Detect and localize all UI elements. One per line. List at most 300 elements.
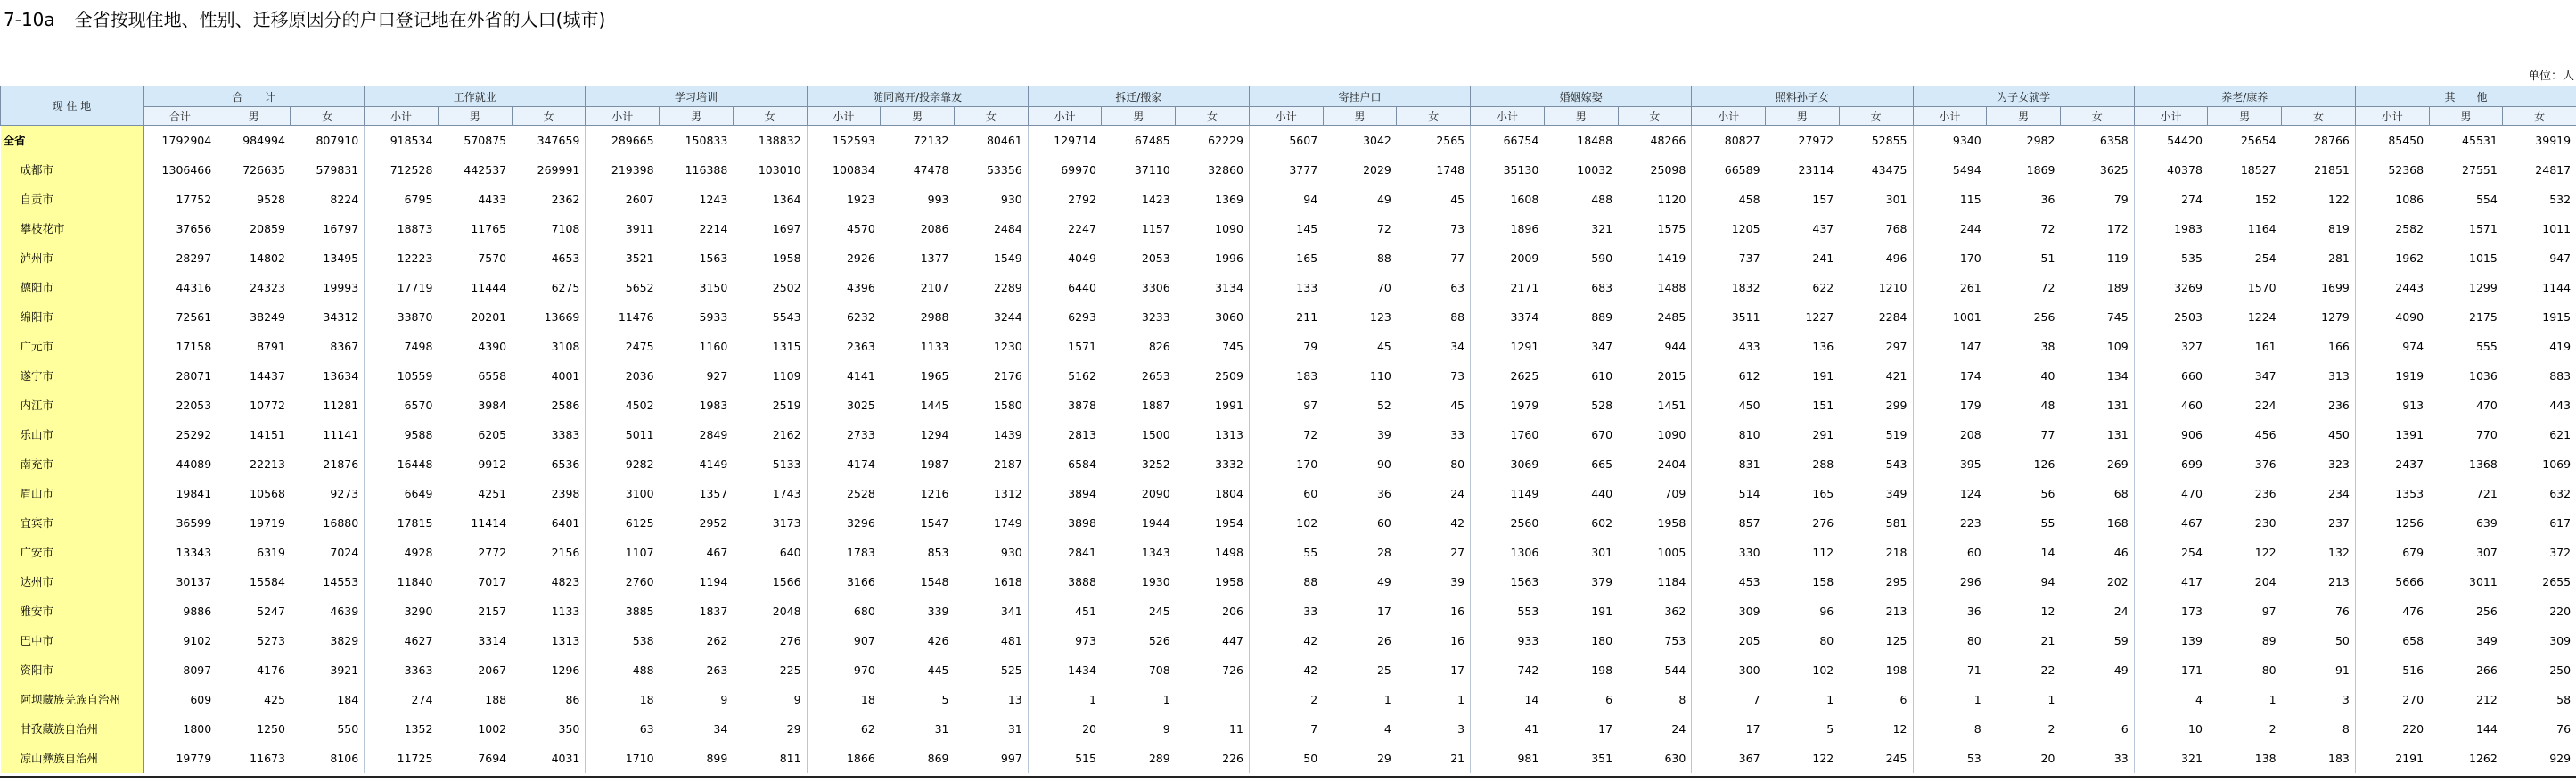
data-cell: 609 xyxy=(190,692,212,706)
data-cell: 6 xyxy=(2060,714,2134,744)
data-cell: 467 xyxy=(706,545,728,559)
data-cell: 442537 xyxy=(464,162,507,177)
data-cell: 6795 xyxy=(404,192,433,206)
data-cell: 610 xyxy=(1591,368,1613,383)
subcolumn-header: 女 xyxy=(1618,107,1692,126)
region-name: 凉山彝族自治州 xyxy=(1,744,144,773)
data-cell: 218 xyxy=(1839,538,1913,567)
subcolumn-header: 男 xyxy=(2429,107,2503,126)
data-cell: 460 xyxy=(2181,398,2203,412)
data-cell: 2176 xyxy=(955,361,1029,391)
data-cell xyxy=(2060,685,2134,714)
data-cell: 1792904 xyxy=(161,133,212,147)
data-cell: 1760 xyxy=(1510,427,1539,441)
data-cell: 933 xyxy=(1517,633,1539,647)
data-cell: 198 xyxy=(1839,655,1913,685)
table-row xyxy=(1,243,2576,273)
data-cell: 768 xyxy=(1839,214,1913,243)
data-cell: 3025 xyxy=(846,398,875,412)
data-cell: 913 xyxy=(2402,398,2424,412)
data-cell: 3888 xyxy=(1068,574,1096,589)
data-cell: 69970 xyxy=(1061,162,1096,177)
data-cell: 36 xyxy=(2040,192,2055,206)
data-cell: 110 xyxy=(1370,368,1391,383)
data-cell: 274 xyxy=(2181,192,2203,206)
region-name: 南充市 xyxy=(1,449,144,479)
data-cell: 3108 xyxy=(512,332,586,361)
subcolumn-header: 女 xyxy=(1176,107,1250,126)
data-cell: 42 xyxy=(1303,663,1318,677)
data-cell: 183 xyxy=(2282,744,2356,773)
data-cell: 53356 xyxy=(955,155,1029,185)
data-cell: 40 xyxy=(2040,368,2055,383)
data-cell: 899 xyxy=(706,751,728,765)
data-cell: 36 xyxy=(1966,604,1981,618)
data-cell: 11 xyxy=(1176,714,1250,744)
data-cell: 5011 xyxy=(625,427,654,441)
data-cell: 1368 xyxy=(2469,457,2498,471)
data-cell: 451 xyxy=(1075,604,1096,618)
data-cell: 590 xyxy=(1591,251,1613,265)
data-cell: 14553 xyxy=(291,567,365,597)
data-cell: 72 xyxy=(1376,221,1391,235)
group-header: 婚姻嫁娶 xyxy=(1471,86,1692,107)
data-cell: 33 xyxy=(2060,744,2134,773)
data-cell: 17158 xyxy=(176,339,212,353)
data-cell: 170 xyxy=(1296,457,1318,471)
subcolumn-header: 小计 xyxy=(1471,107,1545,126)
subcolumn-header: 男 xyxy=(1766,107,1840,126)
data-cell: 17752 xyxy=(176,192,212,206)
data-cell: 19841 xyxy=(176,486,212,500)
data-cell: 112 xyxy=(1812,545,1834,559)
data-cell: 24 xyxy=(1397,479,1471,508)
data-cell: 2772 xyxy=(478,545,507,559)
data-cell: 234 xyxy=(2282,479,2356,508)
data-cell: 17815 xyxy=(397,515,433,530)
data-cell: 4090 xyxy=(2395,309,2424,324)
data-cell: 18488 xyxy=(1577,133,1613,147)
data-cell: 3166 xyxy=(846,574,875,589)
data-cell: 4 xyxy=(2195,692,2203,706)
data-cell: 49 xyxy=(1376,574,1391,589)
data-cell: 1548 xyxy=(920,574,949,589)
data-cell: 419 xyxy=(2503,332,2576,361)
data-cell: 301 xyxy=(1839,185,1913,214)
data-cell: 443 xyxy=(2503,391,2576,420)
data-cell: 2162 xyxy=(733,420,807,449)
subcolumn-header: 合计 xyxy=(144,107,217,126)
region-name: 成都市 xyxy=(1,155,144,185)
data-cell: 581 xyxy=(1839,508,1913,538)
data-cell: 1002 xyxy=(478,721,507,736)
data-cell: 3911 xyxy=(625,221,654,235)
table-row xyxy=(1,185,2576,214)
data-cell: 2586 xyxy=(512,391,586,420)
data-cell: 244 xyxy=(1959,221,1981,235)
data-cell: 1887 xyxy=(1141,398,1170,412)
data-cell: 211 xyxy=(1296,309,1318,324)
data-cell: 553 xyxy=(1517,604,1539,618)
region-name: 泸州市 xyxy=(1,243,144,273)
data-cell: 4627 xyxy=(404,633,433,647)
data-cell: 220 xyxy=(2503,597,2576,626)
data-cell: 5247 xyxy=(257,604,285,618)
data-cell: 811 xyxy=(733,744,807,773)
region-name: 全省 xyxy=(1,126,144,155)
data-cell: 1296 xyxy=(512,655,586,685)
region-name: 雅安市 xyxy=(1,597,144,626)
data-cell: 102 xyxy=(1296,515,1318,530)
data-cell: 14 xyxy=(1524,692,1539,706)
data-cell: 274 xyxy=(411,692,433,706)
data-cell: 63 xyxy=(1397,273,1471,302)
data-cell: 2443 xyxy=(2395,280,2424,294)
subcolumn-header: 女 xyxy=(1397,107,1471,126)
data-cell: 191 xyxy=(1812,368,1834,383)
data-cell: 425 xyxy=(264,692,285,706)
subcolumn-header: 小计 xyxy=(1913,107,1987,126)
data-cell: 296 xyxy=(1959,574,1981,589)
data-cell: 5543 xyxy=(733,302,807,332)
data-cell: 11444 xyxy=(471,280,507,294)
data-cell: 1 xyxy=(1973,692,1981,706)
data-cell: 188 xyxy=(485,692,507,706)
data-cell: 9588 xyxy=(404,427,433,441)
data-cell: 3885 xyxy=(625,604,654,618)
data-cell: 73 xyxy=(1397,214,1471,243)
data-cell: 973 xyxy=(1075,633,1096,647)
data-cell: 28 xyxy=(1376,545,1391,559)
data-cell: 1133 xyxy=(920,339,949,353)
data-cell: 810 xyxy=(1738,427,1760,441)
data-cell: 6293 xyxy=(1068,309,1096,324)
data-cell: 91 xyxy=(2282,655,2356,685)
data-cell: 24323 xyxy=(250,280,285,294)
data-cell: 226 xyxy=(1176,744,1250,773)
table-row xyxy=(1,655,2576,685)
data-cell: 100834 xyxy=(833,162,875,177)
data-cell: 11414 xyxy=(471,515,507,530)
data-cell: 136 xyxy=(1812,339,1834,353)
data-cell: 52855 xyxy=(1839,126,1913,155)
data-cell: 189 xyxy=(2060,273,2134,302)
data-cell: 984994 xyxy=(242,133,285,147)
data-cell: 145 xyxy=(1296,221,1318,235)
data-cell: 349 xyxy=(2475,633,2498,647)
data-cell: 32860 xyxy=(1176,155,1250,185)
data-cell: 80461 xyxy=(955,126,1029,155)
data-cell: 525 xyxy=(955,655,1029,685)
data-cell: 2157 xyxy=(478,604,507,618)
data-cell: 8224 xyxy=(291,185,365,214)
data-cell: 70 xyxy=(1376,280,1391,294)
data-cell: 4031 xyxy=(512,744,586,773)
table-row xyxy=(1,391,2576,420)
data-cell: 297 xyxy=(1839,332,1913,361)
data-cell: 2813 xyxy=(1068,427,1096,441)
data-cell: 9340 xyxy=(1952,133,1981,147)
data-cell: 27 xyxy=(1397,538,1471,567)
data-cell: 1451 xyxy=(1618,391,1692,420)
data-cell: 445 xyxy=(927,663,949,677)
group-header: 拆迁/搬家 xyxy=(1028,86,1249,107)
data-cell: 1439 xyxy=(955,420,1029,449)
data-cell: 1930 xyxy=(1141,574,1170,589)
data-cell: 712528 xyxy=(390,162,433,177)
data-cell: 14151 xyxy=(250,427,285,441)
subcolumn-header: 男 xyxy=(1987,107,2061,126)
data-cell: 24 xyxy=(2060,597,2134,626)
data-cell: 347659 xyxy=(512,126,586,155)
subcolumn-header: 男 xyxy=(660,107,734,126)
data-cell: 7 xyxy=(1310,721,1318,736)
data-cell: 20 xyxy=(2040,751,2055,765)
data-cell: 90 xyxy=(1376,457,1391,471)
data-table xyxy=(0,86,2576,773)
data-cell: 161 xyxy=(2254,339,2277,353)
data-cell: 3069 xyxy=(1510,457,1539,471)
data-cell: 857 xyxy=(1738,515,1760,530)
data-cell: 708 xyxy=(1148,663,1170,677)
data-cell: 516 xyxy=(2402,663,2424,677)
data-cell: 1991 xyxy=(1176,391,1250,420)
data-cell: 1313 xyxy=(1176,420,1250,449)
data-cell: 421 xyxy=(1839,361,1913,391)
data-cell: 80 xyxy=(1819,633,1834,647)
group-header: 合 计 xyxy=(144,86,365,107)
data-cell: 2841 xyxy=(1068,545,1096,559)
data-cell: 433 xyxy=(1738,339,1760,353)
data-cell: 250 xyxy=(2503,655,2576,685)
data-cell: 58 xyxy=(2503,685,2576,714)
data-cell: 17719 xyxy=(397,280,433,294)
data-cell: 515 xyxy=(1075,751,1096,765)
table-row xyxy=(1,302,2576,332)
data-cell: 68 xyxy=(2060,479,2134,508)
data-cell: 7 xyxy=(1752,692,1760,706)
data-cell: 28297 xyxy=(176,251,212,265)
data-cell: 29 xyxy=(733,714,807,744)
data-cell: 6570 xyxy=(404,398,433,412)
data-cell: 519 xyxy=(1839,420,1913,449)
data-cell: 119 xyxy=(2060,243,2134,273)
data-cell: 245 xyxy=(1148,604,1170,618)
data-cell: 2485 xyxy=(1618,302,1692,332)
data-cell: 1015 xyxy=(2469,251,2498,265)
data-cell: 5 xyxy=(941,692,949,706)
data-cell: 13 xyxy=(955,685,1029,714)
data-cell: 323 xyxy=(2282,449,2356,479)
data-cell: 55 xyxy=(2040,515,2055,530)
data-cell: 532 xyxy=(2503,185,2576,214)
data-cell: 869 xyxy=(927,751,949,765)
data-cell: 76 xyxy=(2503,714,2576,744)
data-cell: 3252 xyxy=(1141,457,1170,471)
data-cell: 14802 xyxy=(250,251,285,265)
data-cell: 220 xyxy=(2402,721,2424,736)
data-cell: 2792 xyxy=(1068,192,1096,206)
data-cell: 16797 xyxy=(291,214,365,243)
data-cell: 166 xyxy=(2282,332,2356,361)
data-cell: 7694 xyxy=(478,751,507,765)
data-cell: 1312 xyxy=(955,479,1029,508)
data-cell: 639 xyxy=(2475,515,2498,530)
table-row xyxy=(1,479,2576,508)
data-cell: 66589 xyxy=(1724,162,1760,177)
data-cell: 3894 xyxy=(1068,486,1096,500)
data-cell: 1164 xyxy=(2247,221,2277,235)
subcolumn-header: 女 xyxy=(1839,107,1913,126)
data-cell: 2437 xyxy=(2395,457,2424,471)
data-cell: 16 xyxy=(1397,597,1471,626)
data-cell: 1315 xyxy=(733,332,807,361)
table-row xyxy=(1,420,2576,449)
data-cell: 1250 xyxy=(257,721,285,736)
data-cell: 3269 xyxy=(2174,280,2203,294)
data-cell: 266 xyxy=(2475,663,2498,677)
data-cell: 6536 xyxy=(512,449,586,479)
data-cell: 174 xyxy=(1959,368,1981,383)
data-cell: 138832 xyxy=(733,126,807,155)
data-cell: 831 xyxy=(1738,457,1760,471)
group-header: 照料孙子女 xyxy=(1692,86,1913,107)
data-cell: 13634 xyxy=(291,361,365,391)
data-cell: 37656 xyxy=(176,221,212,235)
data-cell: 9528 xyxy=(257,192,285,206)
data-cell: 930 xyxy=(955,185,1029,214)
data-cell: 1377 xyxy=(920,251,949,265)
data-cell: 1832 xyxy=(1731,280,1760,294)
data-cell: 97 xyxy=(1303,398,1318,412)
data-cell: 467 xyxy=(2181,515,2203,530)
data-cell: 3 xyxy=(2282,685,2356,714)
data-cell: 16880 xyxy=(291,508,365,538)
subcolumn-header: 小计 xyxy=(807,107,881,126)
data-cell: 54420 xyxy=(2167,133,2203,147)
data-cell: 5162 xyxy=(1068,368,1096,383)
table-row xyxy=(1,744,2576,773)
data-cell: 6275 xyxy=(512,273,586,302)
data-cell: 3233 xyxy=(1141,309,1170,324)
data-cell: 640 xyxy=(733,538,807,567)
data-cell: 622 xyxy=(1812,280,1834,294)
data-cell: 372 xyxy=(2503,538,2576,567)
data-cell: 97 xyxy=(2261,604,2277,618)
data-cell: 658 xyxy=(2402,633,2424,647)
data-cell: 8097 xyxy=(183,663,212,677)
data-cell: 8106 xyxy=(291,744,365,773)
data-cell: 77 xyxy=(2040,427,2055,441)
data-cell: 526 xyxy=(1148,633,1170,647)
data-cell: 80827 xyxy=(1724,133,1760,147)
data-cell: 395 xyxy=(1959,457,1981,471)
region-name: 绵阳市 xyxy=(1,302,144,332)
data-cell: 13343 xyxy=(176,545,212,559)
data-cell: 60 xyxy=(1303,486,1318,500)
data-cell: 9 xyxy=(1162,721,1170,736)
data-cell: 543 xyxy=(1839,449,1913,479)
data-cell: 621 xyxy=(2503,420,2576,449)
data-cell: 2475 xyxy=(625,339,654,353)
data-cell: 349 xyxy=(1839,479,1913,508)
data-cell: 125 xyxy=(1839,626,1913,655)
region-name: 宜宾市 xyxy=(1,508,144,538)
data-cell: 151 xyxy=(1812,398,1834,412)
data-cell: 55 xyxy=(1303,545,1318,559)
data-cell: 66754 xyxy=(1503,133,1539,147)
data-cell: 219398 xyxy=(611,162,654,177)
data-cell: 853 xyxy=(927,545,949,559)
data-cell: 89 xyxy=(2261,633,2277,647)
data-cell: 6358 xyxy=(2060,126,2134,155)
data-cell: 1743 xyxy=(733,479,807,508)
data-cell: 3625 xyxy=(2060,155,2134,185)
data-cell: 1343 xyxy=(1141,545,1170,559)
data-cell: 1571 xyxy=(1068,339,1096,353)
data-cell: 1120 xyxy=(1618,185,1692,214)
data-cell: 1184 xyxy=(1618,567,1692,597)
data-cell: 3898 xyxy=(1068,515,1096,530)
data-cell: 256 xyxy=(2033,309,2055,324)
data-cell: 212 xyxy=(2475,692,2498,706)
data-cell: 134 xyxy=(2060,361,2134,391)
data-cell: 458 xyxy=(1738,192,1760,206)
data-cell: 2528 xyxy=(846,486,875,500)
table-row xyxy=(1,714,2576,744)
data-cell: 126 xyxy=(2033,457,2055,471)
data-cell: 4390 xyxy=(478,339,507,353)
data-cell: 301 xyxy=(1591,545,1613,559)
data-cell: 1419 xyxy=(1618,243,1692,273)
data-cell: 72 xyxy=(2040,221,2055,235)
data-cell: 86 xyxy=(512,685,586,714)
data-cell: 6 xyxy=(1839,685,1913,714)
data-cell: 2009 xyxy=(1510,251,1539,265)
data-cell: 1563 xyxy=(699,251,728,265)
data-cell: 2733 xyxy=(846,427,875,441)
data-cell: 165 xyxy=(1812,486,1834,500)
data-cell: 5494 xyxy=(1952,162,1981,177)
data-cell: 19993 xyxy=(291,273,365,302)
table-row xyxy=(1,273,2576,302)
data-cell: 5933 xyxy=(699,309,728,324)
data-cell: 1566 xyxy=(733,567,807,597)
data-cell: 152593 xyxy=(833,133,875,147)
data-cell: 699 xyxy=(2181,457,2203,471)
data-cell: 2214 xyxy=(699,221,728,235)
data-cell: 630 xyxy=(1618,744,1692,773)
data-cell: 4001 xyxy=(512,361,586,391)
data-cell: 45 xyxy=(1397,185,1471,214)
data-cell: 1434 xyxy=(1068,663,1096,677)
subcolumn-header: 女 xyxy=(2282,107,2356,126)
data-cell: 276 xyxy=(733,626,807,655)
unit-label: 单位：人 xyxy=(2527,70,2574,83)
data-cell: 206 xyxy=(1176,597,1250,626)
data-cell: 9102 xyxy=(183,633,212,647)
data-cell: 2655 xyxy=(2503,567,2576,597)
data-cell: 88 xyxy=(1376,251,1391,265)
subcolumn-header: 男 xyxy=(1544,107,1618,126)
data-cell: 11476 xyxy=(618,309,654,324)
data-cell: 4639 xyxy=(291,597,365,626)
data-cell: 1423 xyxy=(1141,192,1170,206)
data-cell: 179 xyxy=(1959,398,1981,412)
data-cell: 1227 xyxy=(1805,309,1834,324)
data-cell: 33870 xyxy=(397,309,433,324)
data-cell: 1570 xyxy=(2247,280,2277,294)
